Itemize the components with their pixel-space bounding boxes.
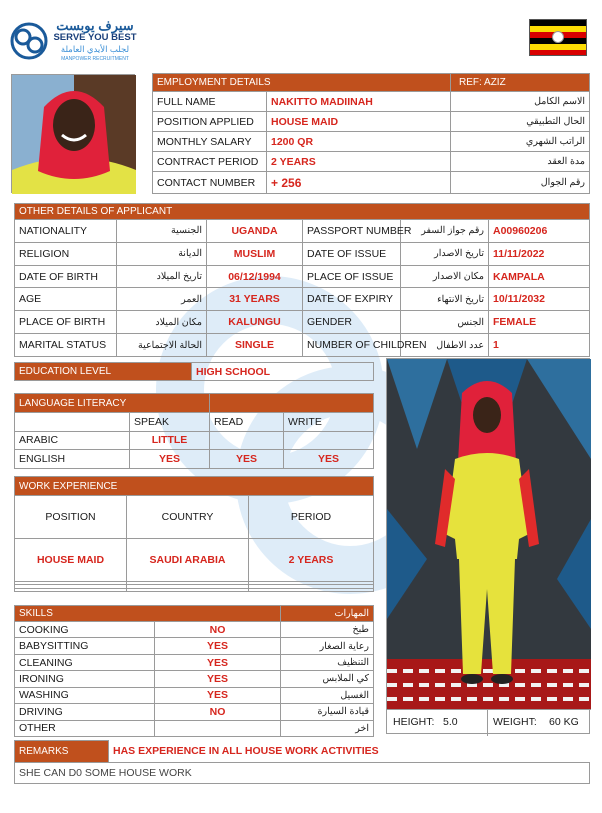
work-experience-table (14, 476, 374, 592)
education-level-label: EDUCATION LEVEL (15, 363, 192, 381)
place-of-issue-label: PLACE OF ISSUE (303, 265, 401, 288)
company-logo (8, 18, 138, 68)
remarks-label: REMARKS (15, 741, 109, 763)
contact-number-value: + 256 (267, 172, 451, 194)
skill-name: CLEANING (15, 654, 155, 670)
skill-name: IRONING (15, 671, 155, 687)
read-column-header: READ (210, 413, 284, 432)
contract-period-value: 2 YEARS (267, 152, 451, 172)
gender-value: FEMALE (489, 311, 590, 334)
age-label-ar: العمر (117, 288, 207, 311)
work-experience-header: WORK EXPERIENCE (15, 477, 374, 496)
date-of-expiry-label: DATE OF EXPIRY (303, 288, 401, 311)
speak-column-header: SPEAK (130, 413, 210, 432)
full-name-value: NAKITTO MADIINAH (267, 92, 451, 112)
date-of-expiry-label-ar: تاريخ الانتهاء (401, 288, 489, 311)
passport-number-label-ar: رقم جواز السفر (401, 220, 489, 243)
skill-value: NO (155, 622, 281, 638)
skill-name-ar: قيادة السيارة (281, 704, 374, 720)
date-of-expiry-value: 10/11/2032 (489, 288, 590, 311)
full-body-photo (386, 358, 590, 734)
date-of-issue-label: DATE OF ISSUE (303, 242, 401, 265)
date-of-birth-value: 06/12/1994 (207, 265, 303, 288)
education-level-value: HIGH SCHOOL (192, 363, 374, 381)
marital-status-value: SINGLE (207, 334, 303, 357)
arabic-read (210, 431, 284, 450)
contact-number-label: CONTACT NUMBER (153, 172, 267, 194)
nationality-label: NATIONALITY (15, 220, 117, 243)
position-applied-value: HOUSE MAID (267, 112, 451, 132)
skill-name: COOKING (15, 622, 155, 638)
employment-details-header: EMPLOYMENT DETAILS (153, 74, 451, 92)
gender-label-ar: الجنس (401, 311, 489, 334)
remarks-table (14, 740, 590, 784)
place-of-birth-label-ar: مكان الميلاد (117, 311, 207, 334)
marital-status-label: MARITAL STATUS (15, 334, 117, 357)
headshot-photo (11, 74, 135, 193)
position-applied-label: POSITION APPLIED (153, 112, 267, 132)
measurements-row (387, 709, 591, 735)
skill-name: BABYSITTING (15, 638, 155, 654)
gender-label: GENDER (303, 311, 401, 334)
skill-name-ar: الغسيل (281, 687, 374, 703)
skill-name: WASHING (15, 687, 155, 703)
religion-value: MUSLIM (207, 242, 303, 265)
age-value: 31 YEARS (207, 288, 303, 311)
skill-value: YES (155, 687, 281, 703)
number-of-children-label: NUMBER OF CHILDREN (303, 334, 401, 357)
monthly-salary-label-ar: الراتب الشهري (451, 132, 590, 152)
weight-label: WEIGHT: (493, 716, 537, 728)
skill-name: DRIVING (15, 704, 155, 720)
place-of-issue-value: KAMPALA (489, 265, 590, 288)
skill-name-ar: التنظيف (281, 654, 374, 670)
religion-label-ar: الديانة (117, 242, 207, 265)
contact-number-label-ar: رقم الجوال (451, 172, 590, 194)
employment-details-table (152, 73, 590, 194)
language-name: ENGLISH (15, 450, 130, 469)
reference-code: REF: AZIZ (451, 74, 590, 92)
uganda-flag (529, 19, 587, 56)
contract-period-label-ar: مدة العقد (451, 152, 590, 172)
remarks-note: SHE CAN D0 SOME HOUSE WORK (15, 763, 590, 784)
skills-header: SKILLS (15, 606, 281, 622)
passport-number-label: PASSPORT NUMBER (303, 220, 401, 243)
skills-table (14, 605, 374, 737)
date-of-issue-label-ar: تاريخ الاصدار (401, 242, 489, 265)
full-name-label: FULL NAME (153, 92, 267, 112)
english-write: YES (284, 450, 374, 469)
arabic-speak: LITTLE (130, 431, 210, 450)
write-column-header: WRITE (284, 413, 374, 432)
education-table (14, 362, 374, 381)
place-of-birth-value: KALUNGU (207, 311, 303, 334)
work-country: SAUDI ARABIA (127, 539, 249, 582)
skill-name: OTHER (15, 720, 155, 736)
skill-name-ar: رعاية الصغار (281, 638, 374, 654)
height-value: 5.0 (443, 716, 458, 728)
logo-arabic: سيرف يوبست (56, 18, 134, 33)
english-read: YES (210, 450, 284, 469)
date-of-birth-label: DATE OF BIRTH (15, 265, 117, 288)
logo-english: SERVE YOU BEST (53, 32, 137, 43)
skill-value: NO (155, 704, 281, 720)
skill-value: YES (155, 654, 281, 670)
country-column-header: COUNTRY (127, 496, 249, 539)
work-position: HOUSE MAID (15, 539, 127, 582)
place-of-birth-label: PLACE OF BIRTH (15, 311, 117, 334)
logo-sub-arabic: لجلب الأيدي العاملة (60, 44, 130, 54)
passport-number-value: A00960206 (489, 220, 590, 243)
marital-status-label-ar: الحالة الاجتماعية (117, 334, 207, 357)
english-speak: YES (130, 450, 210, 469)
language-literacy-table (14, 393, 374, 469)
nationality-value: UGANDA (207, 220, 303, 243)
date-of-birth-label-ar: تاريخ الميلاد (117, 265, 207, 288)
skill-value: YES (155, 638, 281, 654)
period-column-header: PERIOD (249, 496, 374, 539)
monthly-salary-value: 1200 QR (267, 132, 451, 152)
work-period: 2 YEARS (249, 539, 374, 582)
skill-value: YES (155, 671, 281, 687)
date-of-issue-value: 11/11/2022 (489, 242, 590, 265)
position-column-header: POSITION (15, 496, 127, 539)
contract-period-label: CONTRACT PERIOD (153, 152, 267, 172)
age-label: AGE (15, 288, 117, 311)
language-literacy-header: LANGUAGE LITERACY (15, 394, 210, 413)
full-name-label-ar: الاسم الكامل (451, 92, 590, 112)
remarks-value: HAS EXPERIENCE IN ALL HOUSE WORK ACTIVITIES (109, 741, 590, 763)
skill-name-ar: كي الملابس (281, 671, 374, 687)
arabic-write (284, 431, 374, 450)
other-details-table (14, 203, 590, 357)
other-details-header: OTHER DETAILS OF APPLICANT (15, 204, 590, 220)
nationality-label-ar: الجنسية (117, 220, 207, 243)
height-label: HEIGHT: (393, 716, 435, 728)
number-of-children-value: 1 (489, 334, 590, 357)
place-of-issue-label-ar: مكان الاصدار (401, 265, 489, 288)
position-applied-label-ar: الحال التطبيقي (451, 112, 590, 132)
logo-mark-icon (10, 22, 48, 60)
skill-name-ar: طبخ (281, 622, 374, 638)
weight-value: 60 KG (549, 716, 579, 728)
skills-header-ar: المهارات (281, 606, 374, 622)
number-of-children-label-ar: عدد الاطفال (401, 334, 489, 357)
religion-label: RELIGION (15, 242, 117, 265)
logo-sub-english: MANPOWER RECRUITMENT (61, 56, 129, 62)
language-name: ARABIC (15, 431, 130, 450)
skill-value (155, 720, 281, 736)
monthly-salary-label: MONTHLY SALARY (153, 132, 267, 152)
skill-name-ar: اخر (281, 720, 374, 736)
